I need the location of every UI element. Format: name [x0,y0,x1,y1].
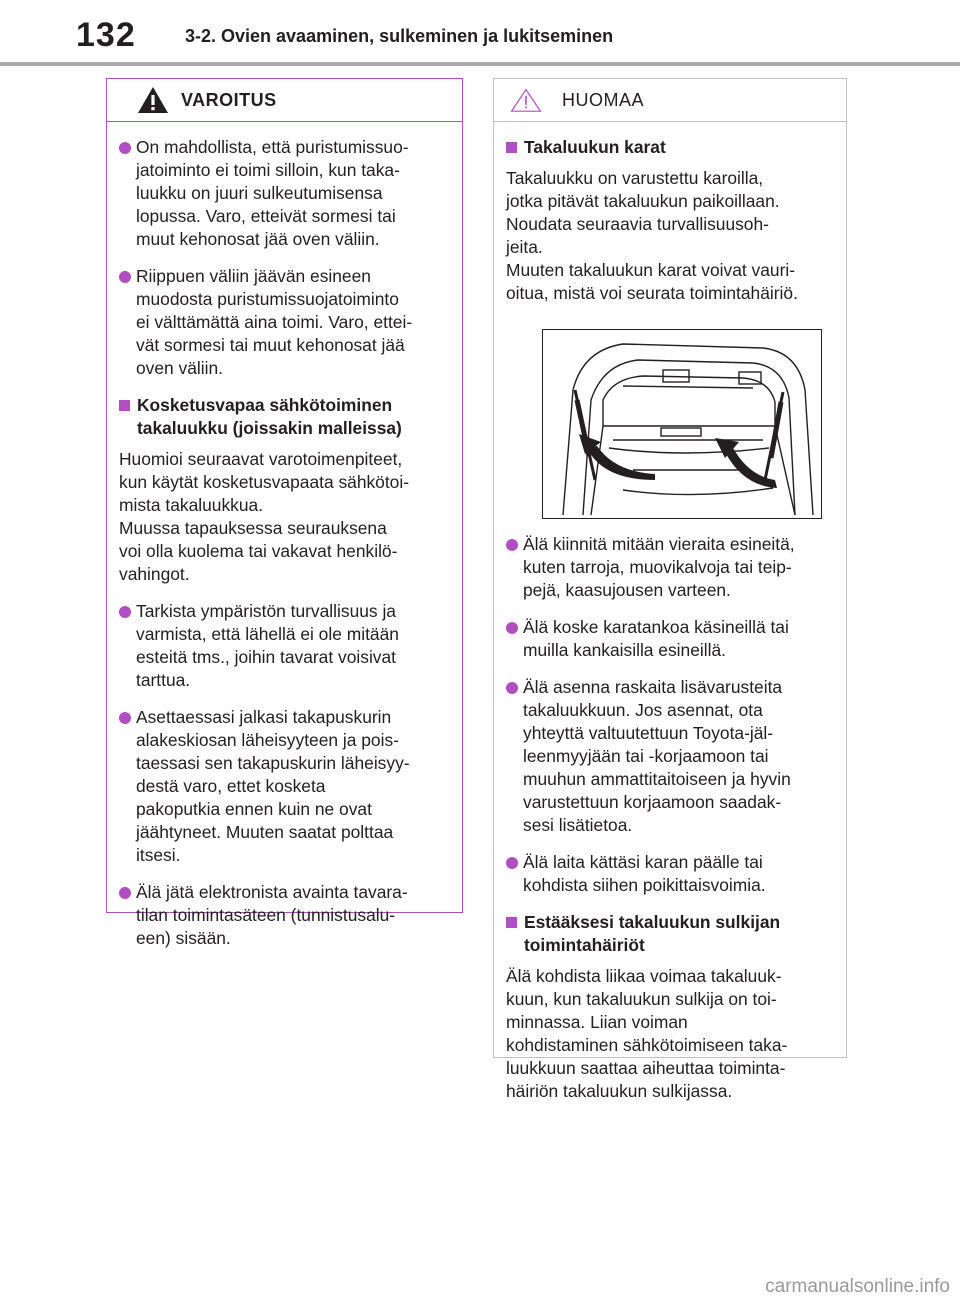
bullet-dot [119,606,131,618]
notice-box-header [494,79,846,122]
intro-text: Takaluukku on varustettu karoilla, jotka pitävät takaluukun paikoillaan. Noudata seuraavia turvallisuusoh- jeita. Muuten takaluukun karat voivat vauri- oitua, mistä voi seurata toimintahäiriö. [506,168,798,303]
bullet-dot [119,712,131,724]
square-bullet [506,142,517,153]
list-item [119,881,448,950]
bullet-text: Älä jätä elektronista avainta tavara- tilan toimintasäteen (tunnistusalu- een) sisään. [136,882,408,948]
bullet-text: Älä kiinnitä mitään vieraita esineitä, kuten tarroja, muovikalvoja tai teip- pejä, kaasujousen varteen. [523,534,795,600]
list-item [119,706,448,867]
subheading-text: Estääksesi takaluukun sulkijan toimintahäiriöt [524,912,781,955]
subheading [506,136,832,159]
bullet-text: Älä asenna raskaita lisävarusteita takaluukkuun. Jos asennat, ota yhteyttä valtuutettuun Toyota-jäl- leenmyyjään tai -korjaamoon tai muuhun ammattitaitoiseen ja hyvin varustettuun korjaamoon saadak- sesi lisätietoa. [523,677,791,835]
notice-box [493,78,847,1101]
bullet-text: On mahdollista, että puristumissuo- jatoiminto ei toimi silloin, kun taka- luukku on juuri sulkeutumisensa lopussa. Varo, etteivät sormesi tai muut kehonosat jää oven väliin. [136,137,409,249]
bullet-dot [119,142,131,154]
list-item [119,136,448,251]
square-bullet [506,917,517,928]
intro-text: Älä kohdista liikaa voimaa takaluuk- kuun, kun takaluukun sulkija on toi- minnassa. Liian voiman kohdistaminen sähkötoimiseen taka- luukkuun saattaa aiheuttaa toiminta- häiriön takaluukun sulkijassa. [506,966,788,1101]
bullet-text: Tarkista ympäristön turvallisuus ja varmista, että lähellä ei ole mitään esteitä tms., joihin tavarat voisivat tarttua. [136,601,399,690]
subheading [119,394,448,440]
bullet-dot [506,857,518,869]
list-item [119,265,448,380]
subheading-text: Kosketusvapaa sähkötoiminen takaluukku (joissakin malleissa) [137,395,402,438]
tailgate-strut-illustration [542,329,822,519]
subheading-text: Takaluukun karat [524,137,666,157]
warning-triangle-icon [137,85,169,115]
square-bullet [119,400,130,411]
warning-box [106,78,463,948]
list-item [119,600,448,692]
subheading [506,911,832,957]
bullet-dot [506,539,518,551]
warning-title: VAROITUS [181,90,277,110]
bullet-dot [119,271,131,283]
warning-box-header [107,79,462,122]
page-number: 132 [76,16,136,54]
bullet-text: Älä laita kättäsi karan päälle tai kohdista siihen poikittaisvoimia. [523,852,766,895]
intro-text: Huomioi seuraavat varotoimenpiteet, kun käytät kosketusvapaata sähkötoi- mista takaluukkua. Muussa tapauksessa seurauksena voi olla kuolema tai vakavat henkilö- vahingot. [119,449,410,584]
watermark: carmanualsonline.info [765,1276,950,1297]
page-header [0,0,960,62]
notice-title: HUOMAA [562,90,645,110]
header-divider [0,62,960,66]
list-item [506,851,832,897]
notice-triangle-icon [510,85,542,115]
section-title: 3-2. Ovien avaaminen, sulkeminen ja lukitseminen [185,26,614,46]
bullet-dot [506,622,518,634]
bullet-text: Riippuen väliin jäävän esineen muodosta puristumissuojatoiminto ei välttämättä aina toimi. Varo, ettei- vät sormesi tai muut kehonosat jää oven väliin. [136,266,413,378]
bullet-text: Älä koske karatankoa käsineillä tai muilla kankaisilla esineillä. [523,617,789,660]
bullet-text: Asettaessasi jalkasi takapuskurin alakeskiosan läheisyyteen ja pois- taessasi sen takapuskurin läheisyy- destä varo, ettet kosketa pakoputkia ennen kuin ne ovat jäähtyneet. Muuten saatat polttaa itsesi. [136,707,410,865]
list-item [506,533,832,602]
list-item [506,616,832,662]
tailgate-drawing [543,330,820,517]
list-item [506,676,832,837]
bullet-dot [506,682,518,694]
bullet-dot [119,887,131,899]
